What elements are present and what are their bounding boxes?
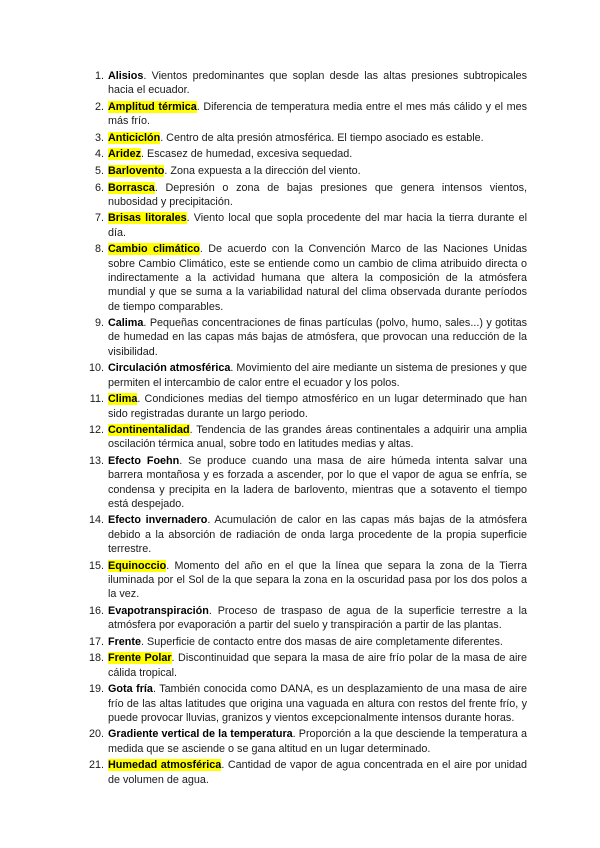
definition: . Proporción a la que desciende la temperatura a medida que se asciende o se gana altitud en un lugar determinado. [108,728,527,755]
item-number: 14. [88,514,104,527]
definition: . Centro de alta presión atmosférica. El tiempo asociado es estable. [160,131,484,144]
term: Brisas litorales [108,212,187,225]
term: Barlovento [108,164,165,177]
item-number: 17. [88,635,104,648]
term: Equinoccio [108,559,167,572]
list-item [94,181,527,210]
definition: . Movimiento del aire mediante un sistema de presiones y que permiten el intercambio de calor entre el ecuador y los polos. [108,362,527,389]
definition: . Cantidad de vapor de agua concentrada en el aire por unidad de volumen de agua. [108,759,527,786]
list-item [88,604,527,633]
term: Aridez [108,148,141,161]
list-item [88,727,527,756]
list-item [94,69,527,98]
item-number: 6. [94,181,104,194]
item-number: 2. [94,100,104,113]
item-number: 16. [88,604,104,617]
glossary-list [88,69,527,789]
term: Efecto invernadero [108,514,208,527]
term: Calima [108,317,144,330]
definition: . Depresión o zona de bajas presiones que genera intensos vientos, nubosidad y precipitación. [108,181,527,208]
term: Continentalidad [108,424,190,437]
list-item [88,635,527,649]
definition: . Vientos predominantes que soplan desde las altas presiones subtropicales hacia el ecuador. [108,70,527,97]
item-number: 5. [94,164,104,177]
definition: . Escasez de humedad, excesiva sequedad. [141,148,353,161]
list-item [94,131,527,145]
definition: . De acuerdo con la Convención Marco de las Naciones Unidas sobre Cambio Climático, este se entiende como un cambio de clima atribuido directa o indirectamente a la actividad humana que altera la composición de la atmósfera mundial y que se suma a la variabilidad natural del clima observada durante períodos de tiempo comparables. [108,243,527,313]
term: Frente [108,635,141,648]
item-number: 21. [88,759,104,772]
item-number: 12. [88,424,104,437]
item-number: 4. [94,148,104,161]
item-number: 10. [88,362,104,375]
list-item [94,316,527,359]
term: Gota fría [108,683,153,696]
term: Frente Polar [108,652,172,665]
list-item [88,758,527,787]
definition: . Acumulación de calor en las capas más bajas de la atmósfera debido a la absorción de radiación de onda larga procedente de la propia superficie terrestre. [108,514,527,556]
list-item [88,651,527,680]
term: Gradiente vertical de la temperatura [108,728,293,741]
list-item [88,423,527,452]
list-item [94,147,527,161]
list-item [89,392,527,421]
list-item [94,211,527,240]
item-number: 13. [88,454,104,467]
list-item [88,454,527,511]
item-number: 7. [94,212,104,225]
definition: . Tendencia de las grandes áreas continentales a adquirir una amplia oscilación térmica anual, sobre todo en latitudes medias y altas. [108,424,527,451]
item-number: 20. [88,728,104,741]
item-number: 11. [89,393,104,406]
definition: . Discontinuidad que separa la masa de aire frío polar de la masa de aire cálida tropical. [108,652,527,679]
definition: . Superficie de contacto entre dos masas de aire completamente diferentes. [141,635,503,648]
term: Efecto Foehn [108,454,180,467]
term: Clima [108,393,138,406]
definition: . Zona expuesta a la dirección del viento. [164,164,361,177]
list-item [94,100,527,129]
list-item [88,682,527,725]
list-item [88,559,527,602]
item-number: 15. [88,559,104,572]
list-item [94,164,527,178]
item-number: 8. [94,243,104,256]
term: Humedad atmosférica [108,759,222,772]
item-number: 19. [88,683,104,696]
list-item [94,242,527,313]
definition: . Pequeñas concentraciones de finas partículas (polvo, humo, sales...) y gotitas de humedad en las capas más bajas de atmósfera, que provocan una reducción de la visibilidad. [108,317,527,358]
term: Circulación atmosférica [108,362,231,375]
item-number: 18. [88,652,104,665]
term: Cambio climático [108,243,200,256]
item-number: 3. [94,131,104,144]
definition: . Proceso de traspaso de agua de la superficie terrestre a la atmósfera por evaporación a partir del suelo y transpiración a partir de las plantas. [108,604,527,632]
definition: . También conocida como DANA, es un desplazamiento de una masa de aire frío de las altas latitudes que origina una vaguada en altura con restos del frente frío, y puede provocar lluvias, granizos y vientos excepcionalmente intensos durante horas. [108,683,527,724]
definition: . Diferencia de temperatura media entre el mes más cálido y el mes más frío. [108,100,527,128]
list-item [88,513,527,556]
item-number: 9. [94,317,104,330]
term: Evapotranspiración [108,604,209,617]
term: Alisios [108,70,144,82]
item-number: 1. [94,70,104,82]
definition: . Condiciones medias del tiempo atmosférico en un lugar determinado que han sido registradas durante un largo periodo. [108,393,527,420]
definition: . Momento del año en el que la línea que separa la zona de la Tierra iluminada por el Sol de la que separa la zona en la oscuridad pasa por los dos polos a la vez. [108,559,527,601]
list-item [88,361,527,390]
definition: . Se produce cuando una masa de aire húmeda intenta salvar una barrera montañosa y es forzada a ascender, por lo que el vapor de agua se enfría, se condensa y precipita en la ladera de barlovento, mientras que a sotavento el tiempo está despejado. [108,454,527,510]
term: Borrasca [108,181,155,194]
term: Anticiclón [108,131,161,144]
term: Amplitud térmica [108,100,197,113]
definition: . Viento local que sopla procedente del mar hacia la tierra durante el día. [108,212,527,239]
